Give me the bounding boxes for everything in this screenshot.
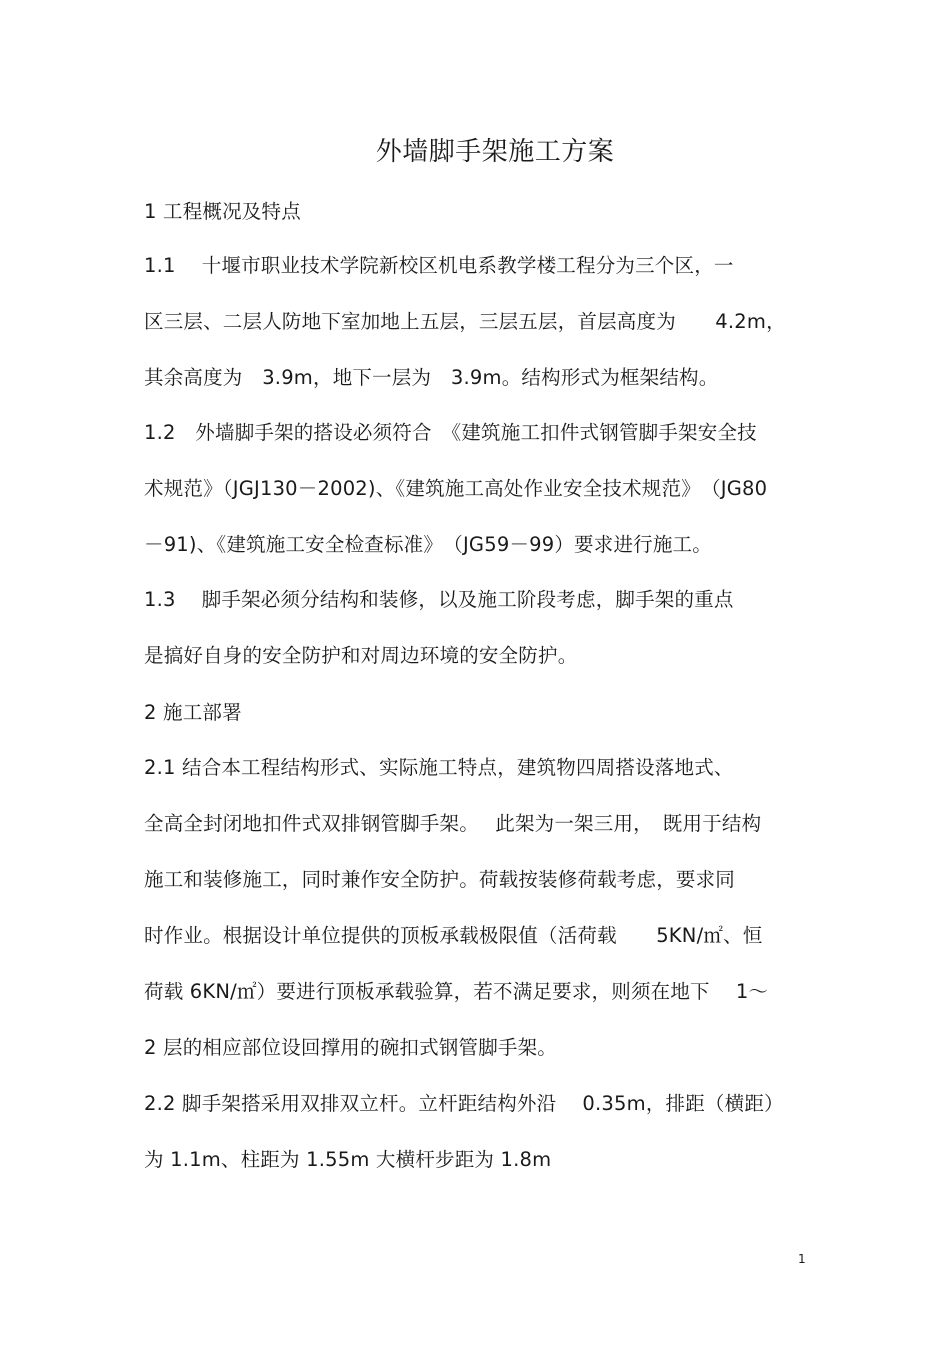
paragraph-line: 术规范》（JGJ130－2002)、《建筑施工高处作业安全技术规范》 （JG80 xyxy=(144,477,768,500)
paragraph-line: 1.1 十堰市职业技术学院新校区机电系教学楼工程分为三个区，一 xyxy=(144,254,734,277)
paragraph-line: 全高全封闭地扣件式双排钢管脚手架。 此架为一架三用， 既用于结构 xyxy=(144,812,762,835)
paragraph-line: 为 1.1m、柱距为 1.55m 大横杆步距为 1.8m xyxy=(144,1148,552,1171)
page-number: 1 xyxy=(798,1252,806,1266)
paragraph-line: 2.1 结合本工程结构形式、实际施工特点，建筑物四周搭设落地式、 xyxy=(144,756,734,779)
section-heading-1: 1 工程概况及特点 xyxy=(144,200,301,223)
paragraph-line: 其余高度为 3.9m，地下一层为 3.9m。结构形式为框架结构。 xyxy=(144,366,719,389)
paragraph-line: 是搞好自身的安全防护和对周边环境的安全防护。 xyxy=(144,644,578,667)
paragraph-line: 2.2 脚手架搭采用双排双立杆。立杆距结构外沿 0.35m，排距（横距） xyxy=(144,1092,784,1115)
paragraph-line: －91)、《建筑施工安全检查标准》 （JG59－99）要求进行施工。 xyxy=(144,533,712,556)
paragraph-line: 时作业。根据设计单位提供的顶板承载极限值（活荷载 5KN/㎡、恒 xyxy=(144,924,763,947)
paragraph-line: 1.3 脚手架必须分结构和装修，以及施工阶段考虑，脚手架的重点 xyxy=(144,588,734,611)
paragraph-line: 1.2 外墙脚手架的搭设必须符合 《建筑施工扣件式钢管脚手架安全技 xyxy=(144,421,757,444)
paragraph-line: 区三层、二层人防地下室加地上五层，三层五层，首层高度为 4.2m， xyxy=(144,310,786,333)
paragraph-line: 荷载 6KN/㎡）要进行顶板承载验算，若不满足要求，则须在地下 1～ xyxy=(144,980,769,1003)
paragraph-line: 2 层的相应部位设回撑用的碗扣式钢管脚手架。 xyxy=(144,1036,558,1059)
page-title: 外墙脚手架施工方案 xyxy=(375,137,615,167)
paragraph-line: 施工和装修施工，同时兼作安全防护。荷载按装修荷载考虑，要求同 xyxy=(144,868,736,891)
section-heading-2: 2 施工部署 xyxy=(144,701,242,724)
